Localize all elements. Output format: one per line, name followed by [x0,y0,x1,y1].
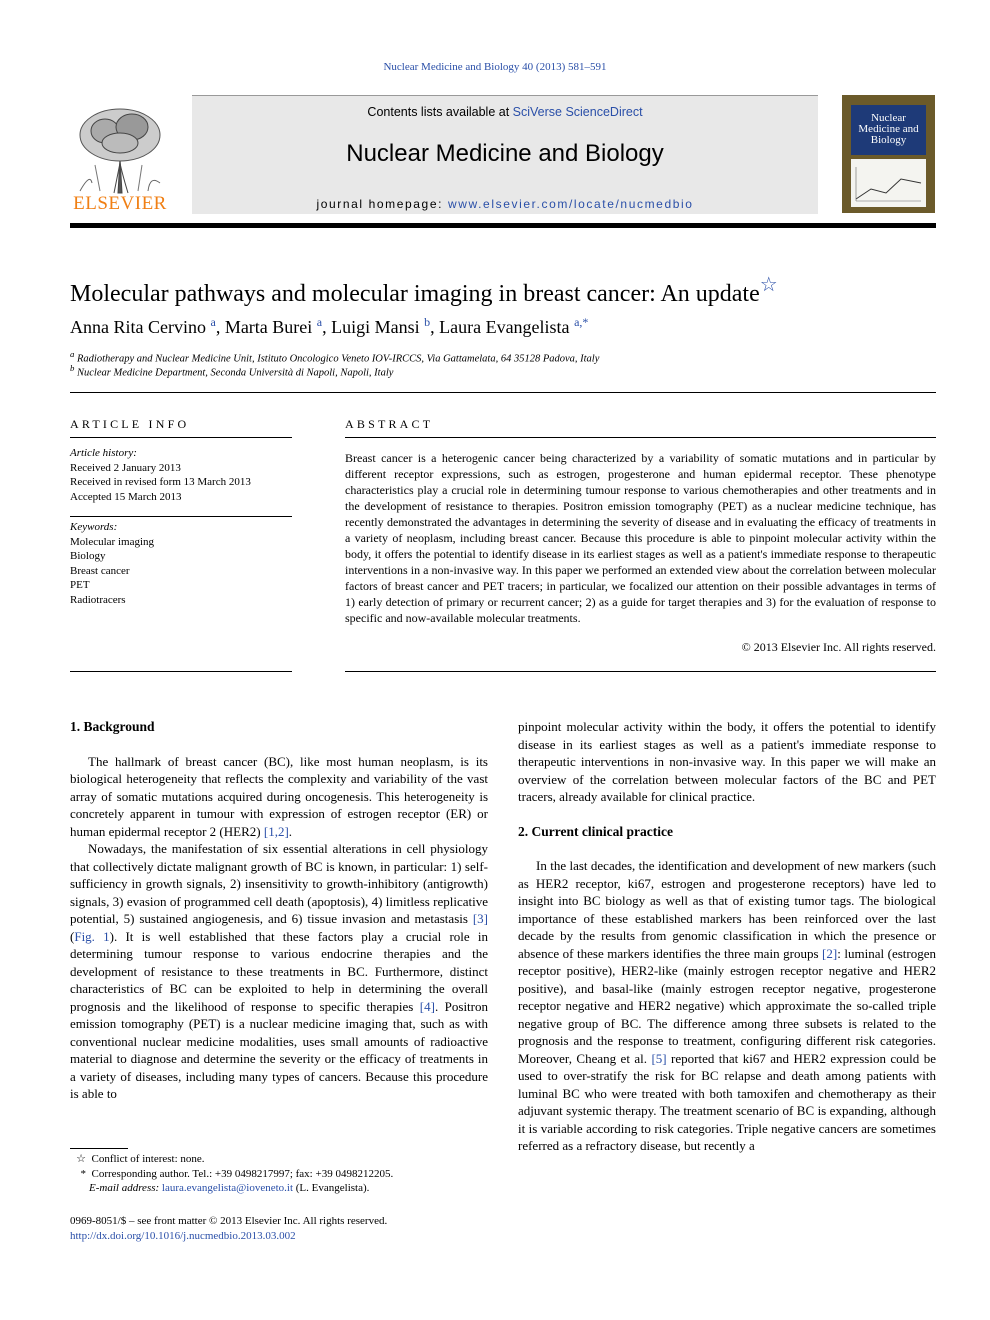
keyword: Radiotracers [70,593,126,606]
section-heading: 1. Background [70,719,155,734]
journal-homepage [192,197,818,211]
history-label: Article history: [70,447,137,459]
paragraph-text: In the last decades, the identification and development of new markers (such as HER2 receptor, ki67, estrogen and progesterone receptors) have led to insight into BC biology as well as that of existing tumor tags. The biological importance of these established markers has been reinforced over the last decade by the results from genomic classification in which the presence or absence of these markers identifies the three main groups [518,858,936,961]
footnote-mark: ☆ [76,1153,86,1165]
contents-prefix: Contents lists available at [367,105,513,119]
paragraph-text: Nowadays, the manifestation of six essential alterations in cell physiology that collectively dictate malignant growth of BC is known, in particular: 1) self-sufficiency in growth signals, 2) insensitivity to growth-inhibitory (antigrowth) signals, 3) evasion of programmed cell death (apoptosis), 4) limitless replicative potential, 5) sustained angiogenesis, and 6) tissue invasion and metastasis [70,841,488,926]
footnote [70,1152,490,1167]
abstract-bottom-rule [345,671,936,672]
header-rule [70,223,936,228]
body-column-right [518,718,936,1155]
keywords-label: Keywords: [70,521,118,533]
keywords-rule [70,516,292,517]
author-affiliation-mark[interactable]: a [316,315,323,329]
reference-link[interactable]: [2] [822,945,838,961]
body-column-left [70,718,488,1103]
cover-figure [851,159,926,207]
article-info-rule [70,437,292,438]
footnote-text: Conflict of interest: none. [91,1153,205,1165]
affiliation-text: Nuclear Medicine Department, Seconda Università di Napoli, Napoli, Italy [77,367,394,379]
author-affiliation-mark[interactable]: a,* [574,315,589,329]
title-footnote-star[interactable]: ☆ [759,274,778,296]
paragraph: The hallmark of breast cancer (BC), like most human neoplasm, is its biological heterogeneity that reflects the complexity and variability of the vast array of somatic mutations acquired during oncogenesis. This heterogeneity is concretely apparent in tumour with expression of estrogen receptor (ER) or human epidermal receptor 2 (HER2) [1,2]. [70,753,488,839]
keyword: PET [70,579,90,591]
author-affiliation-mark[interactable]: b [424,315,431,329]
article-title [70,272,778,308]
paragraph: pinpoint molecular activity within the body, it offers the potential to identify disease in its earliest stages as well as a patient's immediate response to therapeutic interventions in non-invasive way. In this paper we will make an overview of the correlation between molecular factors of the BC and PET tracers, already available for clinical practice. [518,719,936,804]
contents-line [192,105,818,119]
keywords-block [70,520,292,607]
elsevier-wordmark: ELSEVIER [73,193,167,214]
paragraph-text: reported that ki67 and HER2 expression could be used to over-stratify the risk for BC relapse and death among patients with luminal BC who were treated with both tamoxifen and chemotherapy as their adjuvant systemic therapy. The treatment scenario of BC is expanding, although it is variable according to risk categories. Triple negative cancers are sometimes referred as a refractory disease, but recently a [518,1050,936,1153]
doi-link[interactable]: http://dx.doi.org/10.1016/j.nucmedbio.2013.03.002 [70,1229,296,1242]
footnote-rule [70,1148,128,1149]
reference-link[interactable]: [1,2] [263,823,289,839]
elsevier-logo [70,103,170,215]
paragraph-text: The hallmark of breast cancer (BC), like most human neoplasm, is its biological heterogeneity that reflects the complexity and variability of the vast array of somatic mutations acquired during oncogenesis. This heterogeneity is concretely apparent in tumour with expression of estrogen receptor (ER) or human epidermal receptor 2 (HER2) [70,753,488,839]
email-link[interactable]: laura.evangelista@ioveneto.it [161,1182,294,1194]
abstract-heading: ABSTRACT [345,417,434,431]
paragraph-text: . It is well established that these factors play a crucial role in determining tumour response to various endocrine therapies and the development of resistance to these treatments in BC. Furthermore, distinct characteristics of BC can be exploited to help in determining the overall prognosis and the likelihood of response to specific therapies [70,928,489,1014]
affiliation-mark: a [70,349,75,359]
author-name: Marta Burei [224,317,313,337]
paragraph-text: . Positron emission tomography (PET) is a nuclear medicine imaging that, such as with conventional nuclear medicine modalities, uses small amounts of radioactive material to diagnose and determine the severity or the efficacy of treatments in a variety of diseases, including many types of cancers. Because this procedure is able to [70,998,488,1101]
abstract-text: Breast cancer is a heterogenic cancer being characterized by a variability of somatic mutations and in particular by different receptor expressions, such as estrogen, progesterone and human epidermal receptor. These phenotype characteristics play a crucial role in determining tumour response to various chemotherapies and other treatments and in the development of resistance to therapies. Positron emission tomography (PET) as a nuclear medicine technique, has recently demonstrated the advantages in determining the severity of disease and in evaluating the efficacy of treatments in a variety of neoplasm, including breast cancer. Because this procedure is able to pinpoint molecular activity within the body, it offers the potential to identify disease in its earliest stages as well as a patient's immediate response to therapeutic interventions in a non-invasive way. In this paper we performed an extended view about the correlation between molecular factors of breast cancer and PET tracers; in particular, we focalized our attention on their possible advantages in terms of 1) early detection of primary or recurrent cancer; 2) as a guide for target therapies and 3) for the evaluation of response to specific and now-available molecular treatments. [345,451,936,625]
cover-plot-icon [851,159,926,207]
history-item: Accepted 15 March 2013 [70,490,182,503]
article-history [70,446,292,504]
keyword: Molecular imaging [70,535,155,548]
affiliation-mark: b [70,363,75,373]
footnote-text: Corresponding author. Tel.: +39 0498217997; fax: +39 0498212205. [91,1167,394,1180]
author-list: Anna Rita Cervino $^a$, Marta Burei $^a$, Luigi Mansi $^b$, Laura Evangelista $^{a,*}$ [70,315,589,337]
affiliation-text: Radiotherapy and Nuclear Medicine Unit, Istituto Oncologico Veneto IOV-IRCCS, Via Gattamelata, 64 35128 Padova, Italy [77,353,600,365]
reference-link[interactable]: [4] [419,998,435,1014]
email-suffix: (L. Evangelista). [293,1182,370,1194]
cover-title: Nuclear Medicine and Biology [851,105,926,155]
figure-link[interactable]: Fig. 1 [74,928,110,944]
journal-cover-thumbnail[interactable] [842,95,935,213]
keyword: Biology [70,550,106,562]
footnotes [70,1152,490,1196]
paragraph [518,857,936,1155]
journal-name: Nuclear Medicine and Biology [346,140,664,167]
homepage-prefix: journal homepage: [316,197,448,211]
footnote-mark: * [80,1167,86,1180]
author-name: Luigi Mansi [331,317,420,337]
history-item: Received in revised form 13 March 2013 [70,476,251,488]
author-name: Anna Rita Cervino [70,317,206,337]
email-label: E-mail address: [89,1182,162,1194]
history-item: Received 2 January 2013 [70,461,181,474]
article-info-heading: ARTICLE INFO [70,417,190,431]
abstract-rule [345,437,936,438]
issn-line: 0969-8051/$ – see front matter © 2013 Elsevier Inc. All rights reserved. [70,1215,388,1227]
article-title-text: Molecular pathways and molecular imaging in breast cancer: An update [70,281,760,307]
article-info-bottom-rule [70,671,292,672]
front-matter [70,1214,490,1243]
journal-citation[interactable]: Nuclear Medicine and Biology 40 (2013) 581–591 [383,61,607,73]
abstract-copyright: © 2013 Elsevier Inc. All rights reserved. [741,640,936,654]
footnote [70,1167,490,1182]
author-name: Laura Evangelista [439,317,570,337]
sciencedirect-link[interactable]: SciVerse ScienceDirect [512,105,643,119]
affiliation-b [70,363,393,379]
email-line [70,1181,490,1196]
keyword: Breast cancer [70,564,130,577]
tree-logo-icon [70,103,170,195]
paragraph-text: : luminal (estrogen receptor positive), HER2-like (mainly estrogen receptor negative and HER2 positive), and basal-like (mainly estrogen receptor negative, progesterone receptor negative and HER2 negative) which approximate the so-called triple negative group of BC. The difference among three subsets is related to the prognosis and the response to treatment, configuring different risk categories. Moreover, Cheang et al. [518,945,936,1066]
reference-link[interactable]: [5] [651,1050,667,1066]
author-affiliation-mark[interactable]: a [210,315,216,329]
reference-link[interactable]: [3] [472,911,488,926]
affiliation-rule [70,392,936,393]
homepage-link[interactable]: www.elsevier.com/locate/nucmedbio [447,197,694,211]
paragraph: Nowadays, the manifestation of six essential alterations in cell physiology that collectively dictate malignant growth of BC is known, in particular: 1) self-sufficiency in growth signals, 2) insensitivity to growth-inhibitory (antigrowth) signals, 3) evasion of programmed cell death (apoptosis), 4) limitless replicative potential, 5) sustained angiogenesis, and 6) tissue invasion and metastasis [3] (Fig. 1). It is well established that these factors play a crucial role in determining tumour response to various endocrine therapies and the development of resistance to these treatments in BC. Furthermore, distinct characteristics of BC can be exploited to help in determining the overall prognosis and the likelihood of response to specific therapies [4]. Positron emission tomography (PET) is a nuclear medicine imaging that, such as with conventional nuclear medicine modalities, uses small amounts of radioactive material to diagnose and determine the severity or the efficacy of treatments in a variety of diseases, including many types of cancers. Because this procedure is able to [70,841,489,1101]
section-heading: 2. Current clinical practice [518,823,673,839]
